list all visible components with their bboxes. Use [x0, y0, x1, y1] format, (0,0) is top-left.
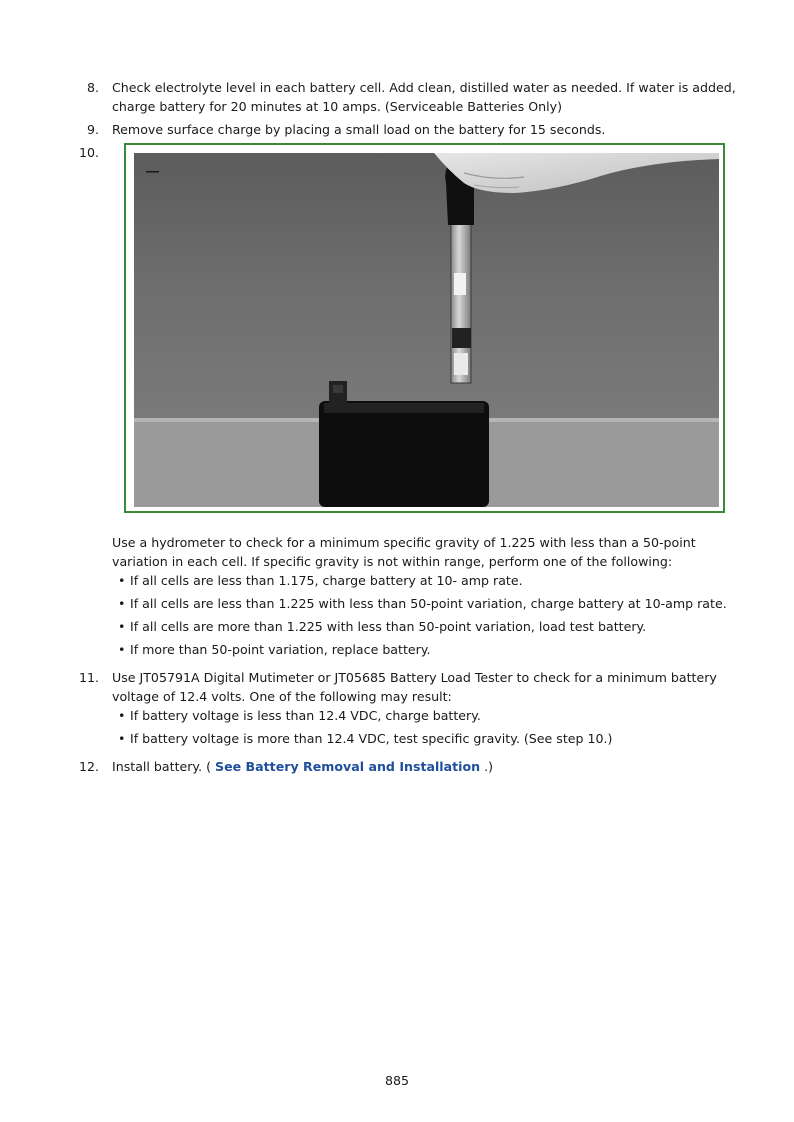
- step-line: Use a hydrometer to check for a minimum specific gravity of 1.225 with less than a 50-point: [112, 535, 696, 550]
- list-item: [112, 640, 742, 663]
- step-line: Use JT05791A Digital Mutimeter or JT05685 Battery Load Tester to check for a minimum battery: [112, 670, 717, 685]
- bullet-icon: •: [118, 708, 126, 723]
- step-text: [112, 668, 742, 706]
- list-item-text: If battery voltage is less than 12.4 VDC, charge battery.: [130, 708, 481, 723]
- step-text: [112, 757, 742, 776]
- list-item-text: If battery voltage is more than 12.4 VDC, test specific gravity. (See step 10.): [130, 731, 613, 746]
- hydrometer-photo-illustration: [134, 153, 719, 507]
- list-item: [112, 594, 742, 617]
- step-line: Remove surface charge by placing a small load on the battery for 15 seconds.: [112, 122, 606, 137]
- step-text: [112, 78, 742, 116]
- hydrometer-figure: [124, 143, 725, 513]
- step-text-after: .): [480, 759, 493, 774]
- step-text: [112, 533, 742, 571]
- step-number: 11.: [78, 670, 99, 685]
- step-number: 10.: [78, 145, 99, 160]
- list-item-text: If all cells are less than 1.225 with less than 50-point variation, charge battery at 10-amp rate.: [130, 596, 727, 611]
- list-item-text: If more than 50-point variation, replace battery.: [130, 642, 431, 657]
- list-item: [112, 729, 742, 752]
- step-text: [112, 120, 742, 139]
- bullet-icon: •: [118, 619, 126, 634]
- hydrometer-photo: [134, 153, 719, 507]
- battery-removal-link[interactable]: See Battery Removal and Installation: [215, 759, 481, 774]
- list-item: [112, 617, 742, 640]
- page-number: 885: [384, 1073, 410, 1088]
- bullet-icon: •: [118, 642, 126, 657]
- list-item-text: If all cells are more than 1.225 with less than 50-point variation, load test battery.: [130, 619, 647, 634]
- list-item-text: If all cells are less than 1.175, charge battery at 10- amp rate.: [130, 573, 523, 588]
- bullet-icon: •: [118, 731, 126, 746]
- bullet-list: [112, 706, 742, 752]
- step-line: voltage of 12.4 volts. One of the following may result:: [112, 689, 452, 704]
- list-item: [112, 571, 742, 594]
- step-line: charge battery for 20 minutes at 10 amps. (Serviceable Batteries Only): [112, 99, 563, 114]
- step-number: 8.: [86, 80, 99, 95]
- bullet-icon: •: [118, 596, 126, 611]
- step-line: variation in each cell. If specific gravity is not within range, perform one of the following:: [112, 554, 673, 569]
- bullet-icon: •: [118, 573, 126, 588]
- step-number: 9.: [86, 122, 99, 137]
- step-number: 12.: [78, 759, 99, 774]
- step-text-before: Install battery. (: [112, 759, 216, 774]
- step-line: Check electrolyte level in each battery cell. Add clean, distilled water as needed. If water is added,: [112, 80, 736, 95]
- list-item: [112, 706, 742, 729]
- bullet-list: [112, 571, 742, 663]
